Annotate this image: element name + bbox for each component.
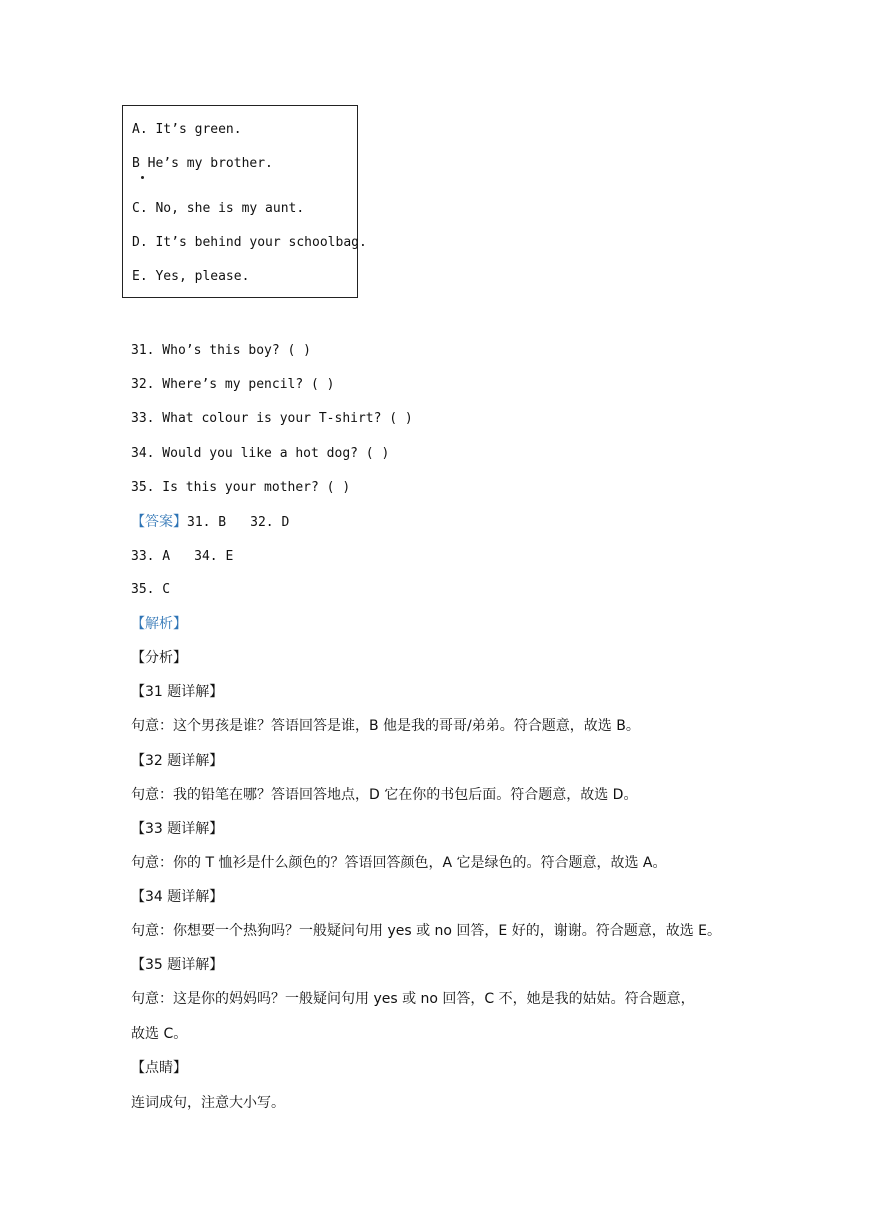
options-box — [122, 105, 367, 298]
detail-31-title: 【31 题详解】 — [131, 684, 224, 700]
question-35: 35. Is this your mother? ( ) — [131, 480, 351, 495]
detail-32-title: 【32 题详解】 — [131, 753, 224, 769]
question-31: 31. Who’s this boy? ( ) — [131, 343, 312, 358]
answer-35: 35. C — [131, 582, 171, 597]
answer-32: 32. D — [250, 515, 290, 530]
option-c: C. No, she is my aunt. — [132, 201, 305, 216]
answer-31: 31. B — [187, 515, 227, 530]
answer-label: 【答案】 — [131, 514, 187, 530]
option-a: A. It’s green. — [132, 122, 242, 137]
question-32: 32. Where’s my pencil? ( ) — [131, 377, 335, 392]
detail-33-text: 句意：你的 T 恤衫是什么颜色的？答语回答颜色，A 它是绿色的。符合题意，故选 A。 — [131, 855, 667, 871]
answer-line — [131, 513, 289, 532]
detail-31-text: 句意：这个男孩是谁？答语回答是谁，B 他是我的哥哥/弟弟。符合题意，故选 B。 — [131, 718, 640, 734]
fenxi-label: 【分析】 — [131, 650, 187, 666]
detail-34-title: 【34 题详解】 — [131, 889, 224, 905]
jiexi-label: 【解析】 — [131, 616, 187, 632]
dianjing-text: 连词成句，注意大小写。 — [131, 1095, 285, 1111]
question-33: 33. What colour is your T-shirt? ( ) — [131, 411, 413, 426]
option-d: D. It’s behind your schoolbag. — [132, 235, 367, 250]
detail-33-title: 【33 题详解】 — [131, 821, 224, 837]
option-e: E. Yes, please. — [132, 269, 250, 284]
question-34: 34. Would you like a hot dog? ( ) — [131, 446, 390, 461]
detail-34-text: 句意：你想要一个热狗吗？一般疑问句用 yes 或 no 回答，E 好的，谢谢。符合题意，故选 E。 — [131, 923, 722, 939]
dianjing-label: 【点睛】 — [131, 1060, 187, 1076]
detail-35-text: 句意：这是你的妈妈吗？一般疑问句用 yes 或 no 回答，C 不，她是我的姑姑。符合题意， — [131, 991, 695, 1007]
option-b-dot — [141, 176, 144, 179]
answer-33: 33. A — [131, 549, 171, 564]
detail-35-title: 【35 题详解】 — [131, 957, 224, 973]
detail-35-text-cont: 故选 C。 — [131, 1026, 188, 1042]
answer-line-2 — [131, 547, 233, 566]
detail-32-text: 句意：我的铅笔在哪？答语回答地点，D 它在你的书包后面。符合题意，故选 D。 — [131, 787, 638, 803]
answer-34: 34. E — [194, 549, 234, 564]
option-b: B He’s my brother. — [132, 156, 273, 171]
